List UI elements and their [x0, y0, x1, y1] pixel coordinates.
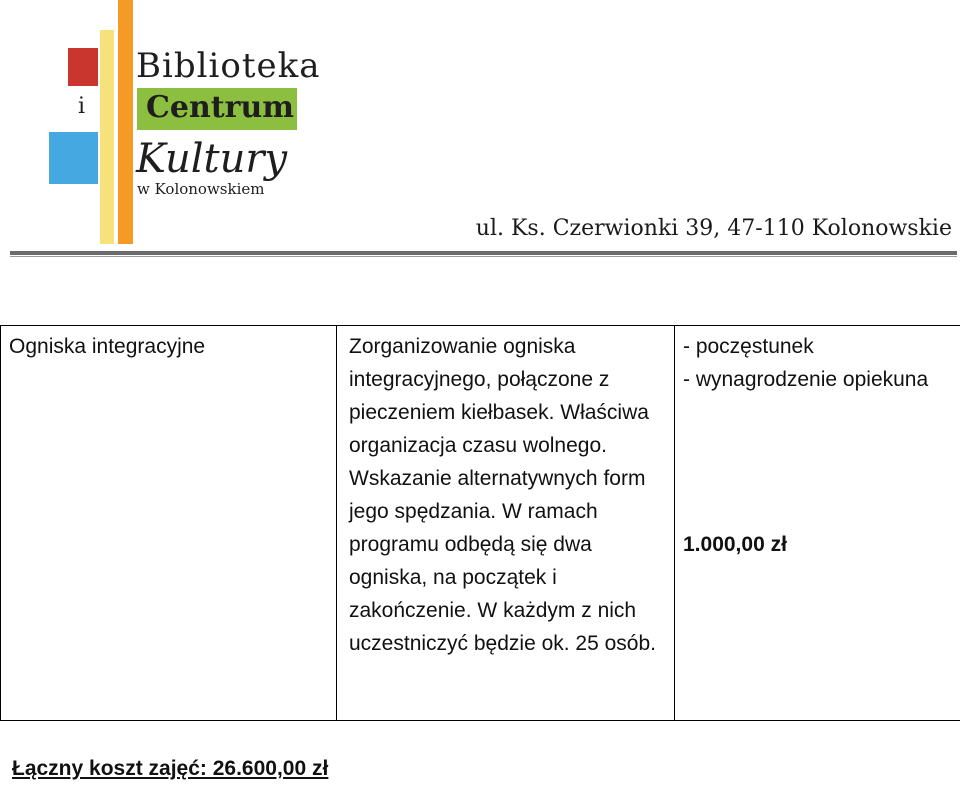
logo-blue-square [49, 132, 98, 184]
logo-line-location: w Kolonowskiem [137, 180, 265, 198]
logo-line-centrum: Centrum [146, 90, 294, 125]
logo-connector: i [78, 94, 86, 119]
activity-description: Zorganizowanie ogniska integracyjnego, połączone z pieczeniem kiełbasek. Właściwa organizacja czasu wolnego. Wskazanie alternatywnych form jego spędzania. W ramach programu odbędą się dwa ogniska, na początek i zakończenie. W każdym z nich uczestniczyć będzie ok. 25 osób. [349, 335, 657, 655]
total-cost: Łączny koszt zajęć: 26.600,00 zł [12, 757, 329, 780]
header-rule-thin [10, 256, 957, 257]
activity-costs-cell [675, 326, 960, 721]
cost-item: - wynagrodzenie opiekuna [683, 368, 929, 391]
logo-yellow-bar [100, 30, 114, 244]
logo-line-biblioteka: Biblioteka [136, 46, 321, 86]
activity-name: Ogniska integracyjne [9, 335, 206, 358]
activity-description-cell [337, 326, 675, 721]
logo-orange-bar [118, 0, 133, 244]
activity-price: 1.000,00 zł [683, 533, 787, 556]
activity-name-cell [1, 326, 337, 721]
library-logo [0, 0, 360, 250]
header-rule [10, 251, 957, 255]
header-address: ul. Ks. Czerwionki 39, 47-110 Kolonowskie [475, 216, 952, 241]
logo-red-square [68, 48, 98, 86]
cost-item: - poczęstunek [683, 335, 814, 358]
costs-table [0, 325, 960, 721]
logo-line-kultury: Kultury [136, 136, 288, 182]
table-row [1, 326, 960, 721]
